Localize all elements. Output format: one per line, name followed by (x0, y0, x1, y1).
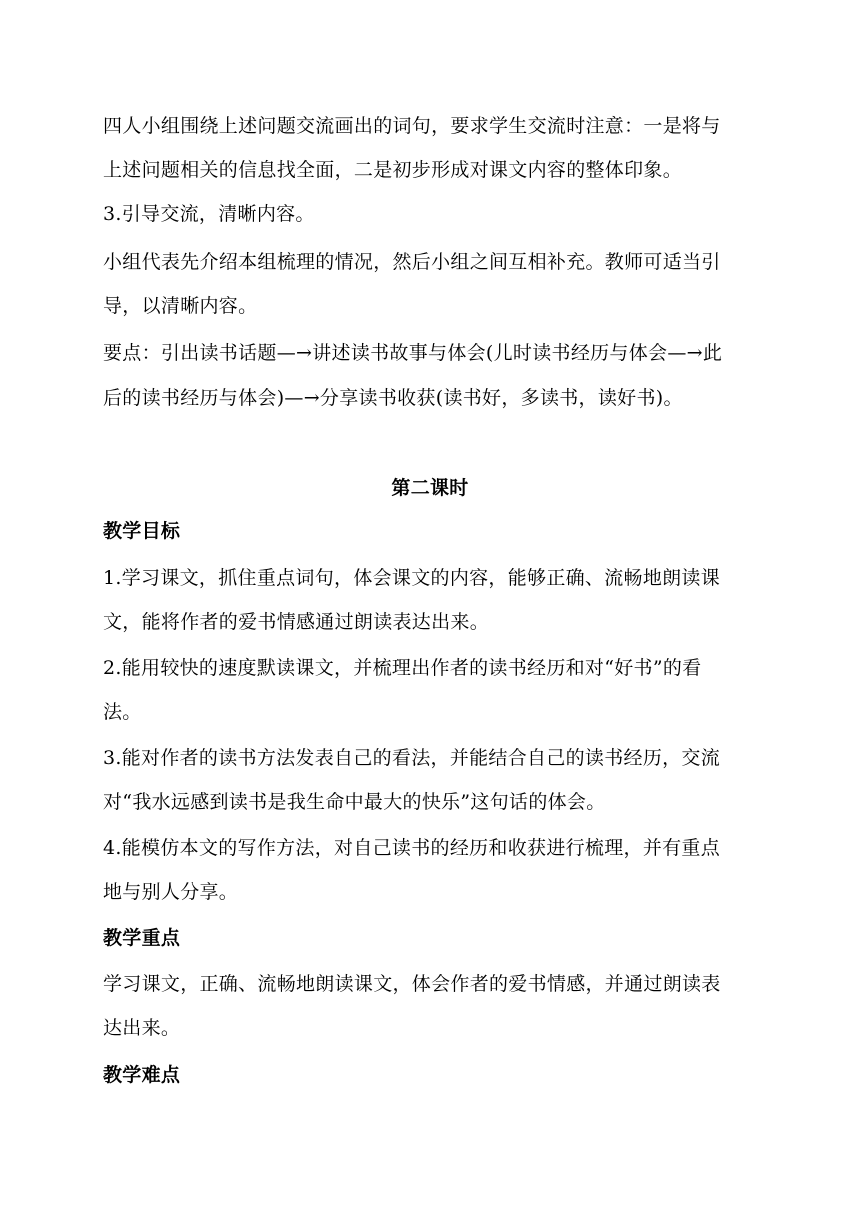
paragraph-line: 导，以清晰内容。 (103, 295, 258, 317)
objective-line: 1.学习课文，抓住重点词句，体会课文的内容，能够正确、流畅地朗读课 (103, 567, 721, 589)
paragraph-line: 上述问题相关的信息找全面，二是初步形成对课文内容的整体印象。 (103, 159, 683, 181)
section-heading-objectives: 教学目标 (103, 520, 181, 542)
section-heading-key-point: 教学重点 (103, 927, 181, 949)
objective-line: 4.能模仿本文的写作方法，对自己读书的经历和收获进行梳理，并有重点 (103, 837, 721, 859)
key-point-line: 学习课文，正确、流畅地朗读课文，体会作者的爱书情感，并通过朗读表 (103, 973, 721, 995)
key-point-line: 达出来。 (103, 1017, 181, 1039)
objective-line: 法。 (103, 701, 142, 723)
key-points-line: 要点：引出读书话题—→讲述读书故事与体会(儿时读书经历与体会—→此 (103, 342, 723, 364)
objective-line: 文，能将作者的爱书情感通过朗读表达出来。 (103, 611, 490, 633)
paragraph-line: 四人小组围绕上述问题交流画出的词句，要求学生交流时注意：一是将与 (103, 115, 721, 137)
objective-line: 3.能对作者的读书方法发表自己的看法，并能结合自己的读书经历，交流 (103, 747, 721, 769)
key-points-line: 后的读书经历与体会)—→分享读书收获(读书好，多读书，读好书)。 (103, 387, 683, 409)
objective-line: 对“我水远感到读书是我生命中最大的快乐”这句话的体会。 (103, 791, 606, 813)
objective-line: 地与别人分享。 (103, 881, 239, 903)
section-heading-difficulty: 教学难点 (103, 1064, 181, 1086)
objective-line: 2.能用较快的速度默读课文，并梳理出作者的读书经历和对“好书”的看 (103, 657, 702, 679)
step-heading: 3.引导交流，清晰内容。 (103, 203, 315, 225)
paragraph-line: 小组代表先介绍本组梳理的情况，然后小组之间互相补充。教师可适当引 (103, 251, 721, 273)
lesson-title: 第二课时 (391, 477, 469, 499)
